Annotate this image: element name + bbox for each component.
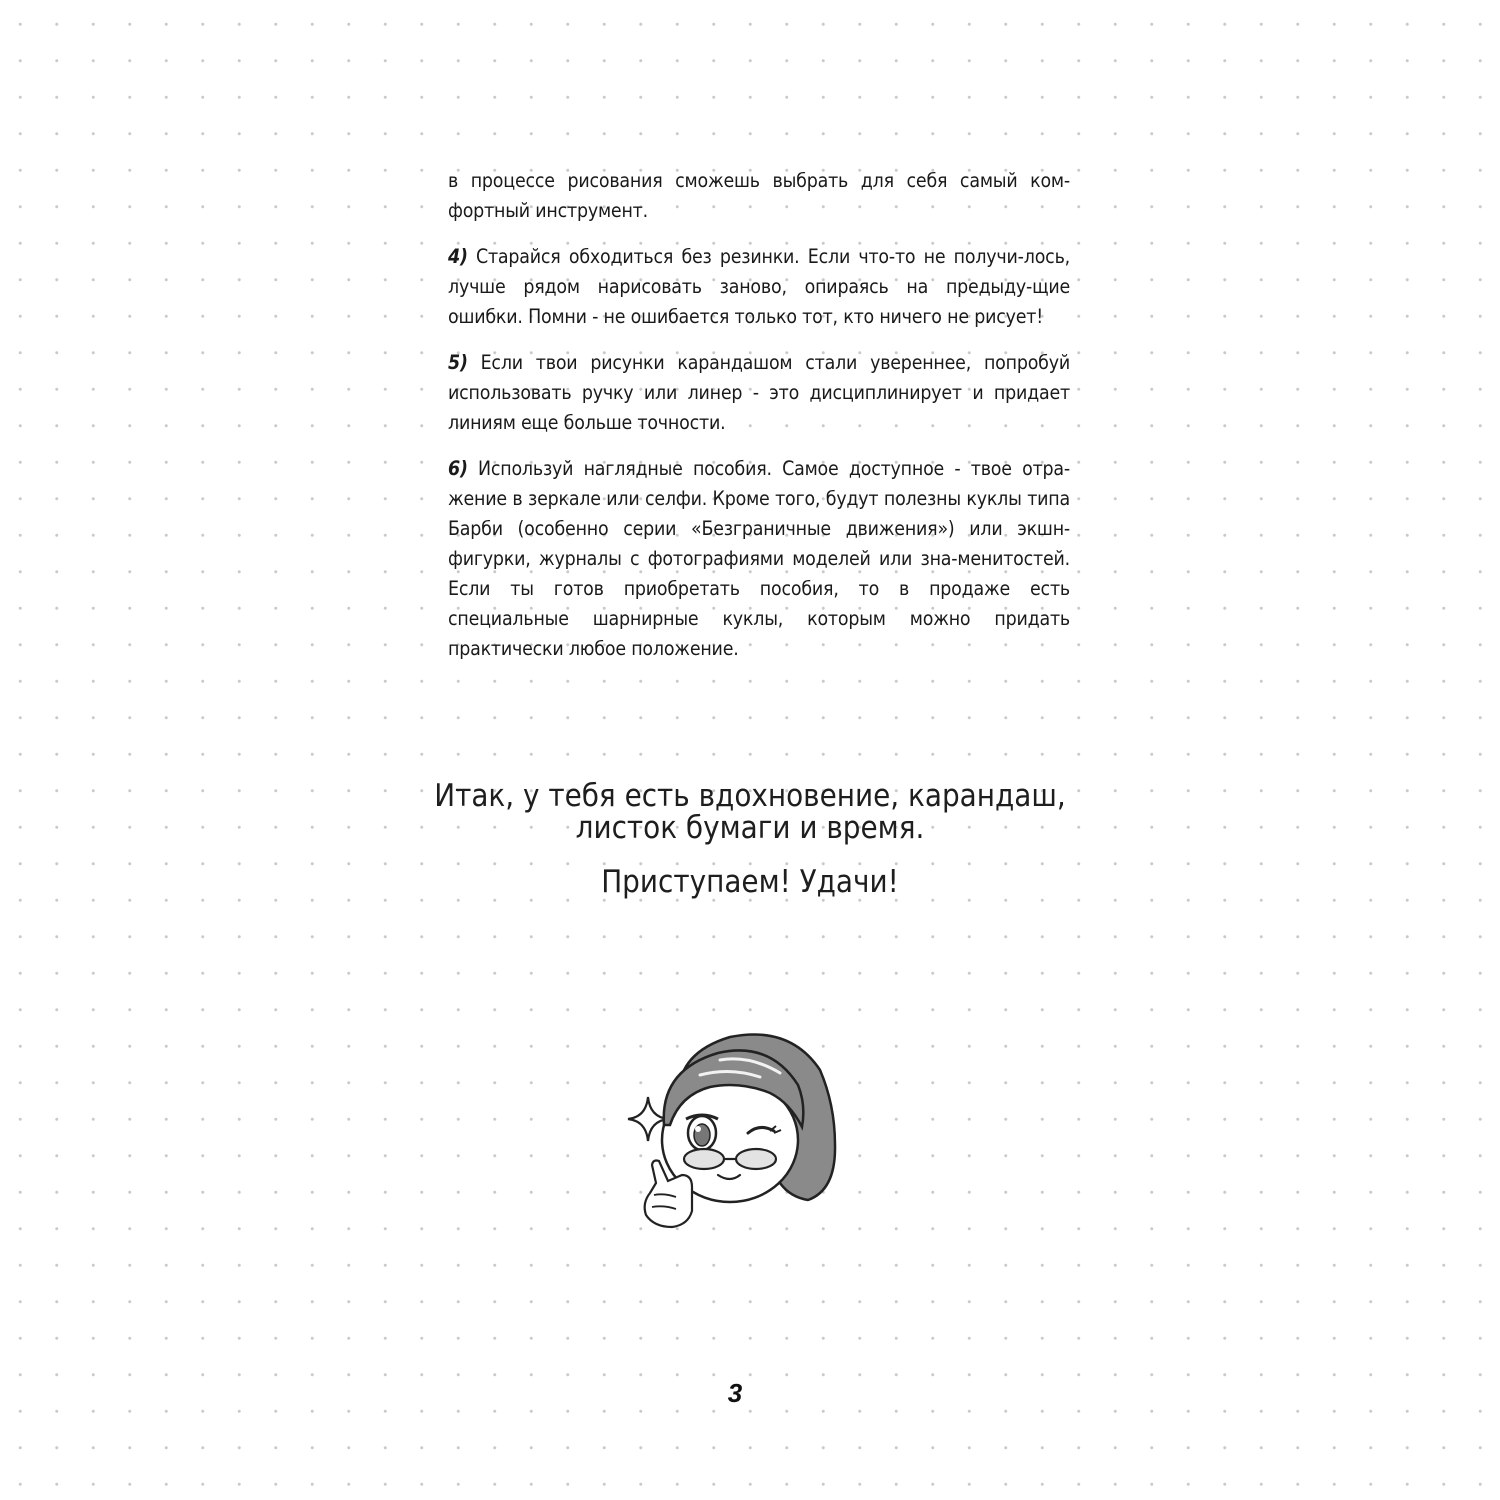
paragraph-tip-4 — [448, 242, 1070, 332]
paragraph-tip-6 — [448, 454, 1070, 664]
closing-line-3: Приступаем! Удачи! — [601, 864, 899, 900]
paragraph-continuation — [448, 166, 1070, 226]
tip-number: 5) — [448, 351, 468, 374]
closing-message — [380, 780, 1120, 898]
closing-line-1: Итак, у тебя есть вдохновение, карандаш, — [434, 778, 1066, 814]
paragraph-text: Используй наглядные пособия. Самое доступное - твое отра-жение в зеркале или селфи. Кроме того, будут полезны куклы типа Барби (особенно серии «Безграничные движения») или экшн-фигурки, журналы с фотографиями моделей или зна-менитостей. Если ты готов приобретать пособия, то в продаже есть специальные шарнирные куклы, которым можно придать практически любое положение. — [448, 457, 1070, 660]
paragraph-text: Если твои рисунки карандашом стали увереннее, попробуй использовать ручку или линер - это дисциплинирует и придает линиям еще больше точности. — [448, 351, 1070, 434]
closing-line-2: листок бумаги и время. — [575, 810, 925, 846]
body-text — [448, 166, 1070, 680]
paragraph-text: Старайся обходиться без резинки. Если что-то не получи-лось, лучше рядом нарисовать заново, опираясь на предыду-щие ошибки. Помни - не ошибается только тот, кто ничего не рисует! — [448, 245, 1070, 328]
tip-number: 4) — [448, 245, 468, 268]
tip-number: 6) — [448, 457, 468, 480]
paragraph-tip-5 — [448, 348, 1070, 438]
winking-girl-illustration — [620, 1015, 855, 1240]
paragraph-text: в процессе рисования сможешь выбрать для себя самый ком-фортный инструмент. — [448, 169, 1070, 222]
page-number: 3 — [727, 1378, 743, 1408]
